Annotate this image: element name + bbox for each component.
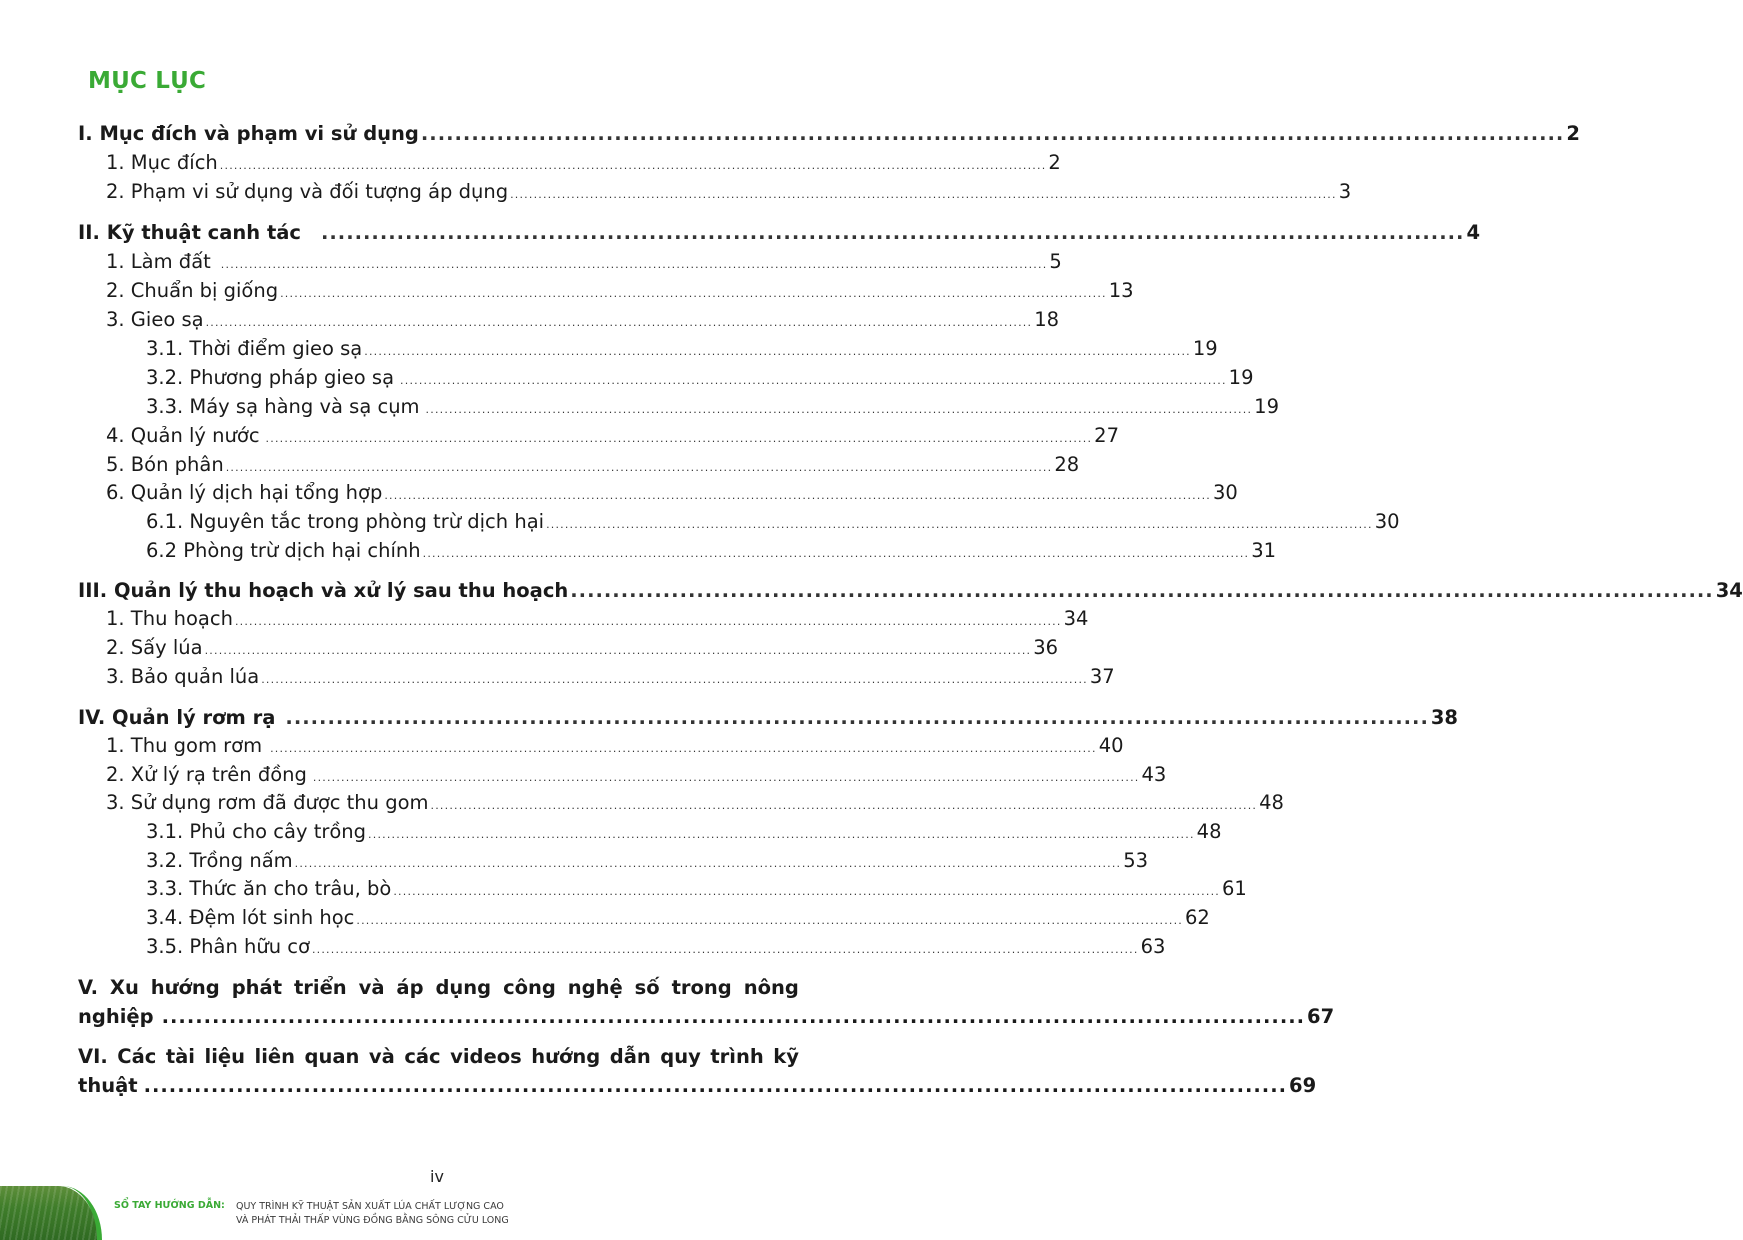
toc-entry-label: 2. Phạm vi sử dụng và đối tượng áp dụng [106, 180, 509, 203]
toc-entry-label: 3.3. Thức ăn cho trâu, bò [146, 877, 392, 900]
footer-book-title-line2: VÀ PHÁT THẢI THẤP VÙNG ĐỒNG BẰNG SÔNG CỬU LONG [236, 1215, 509, 1226]
footer-book-title [236, 1200, 509, 1228]
page-title: MỤC LỤC [88, 68, 207, 94]
toc-entry[interactable] [146, 935, 1166, 958]
leader-dots: ........................................................................................................................................ [285, 706, 1429, 729]
toc-entry-label: 2. Xử lý rạ trên đồng [106, 763, 307, 786]
leader-dots: ................................................................................................................................................................................ [294, 857, 1122, 870]
leader-dots: ................................................................................................................................................................................ [356, 914, 1184, 927]
leader-dots: ................................................................................................................................................................................ [265, 432, 1093, 445]
toc-entry-page: 36 [1033, 636, 1059, 659]
toc-entry[interactable] [106, 250, 1062, 273]
toc-entry-label: 3.1. Phủ cho cây trồng [146, 820, 367, 843]
toc-entry[interactable] [78, 122, 1580, 145]
toc-entry-label: 3.2. Trồng nấm [146, 849, 293, 872]
leader-dots: ................................................................................................................................................................................ [312, 771, 1140, 784]
toc-entry[interactable] [146, 877, 1247, 900]
toc-entry[interactable] [106, 308, 1060, 331]
toc-entry-label: 3.3. Máy sạ hàng và sạ cụm [146, 395, 420, 418]
toc-entry[interactable] [78, 221, 1481, 244]
toc-entry-page: 37 [1089, 665, 1115, 688]
toc-entry[interactable] [106, 279, 1134, 302]
toc-entry[interactable] [146, 849, 1149, 872]
toc-entry-label: 3.2. Phương pháp gieo sạ [146, 366, 395, 389]
toc-entry[interactable] [146, 366, 1254, 389]
toc-entry-page: 2 [1048, 151, 1061, 174]
toc-entry-page: 61 [1221, 877, 1247, 900]
toc-entry[interactable] [106, 151, 1061, 174]
leader-dots: ................................................................................................................................................................................ [510, 188, 1337, 201]
leader-dots: ........................................................................................................................................ [161, 1005, 1306, 1028]
leader-dots: ................................................................................................................................................................................ [225, 461, 1053, 474]
leader-dots: ................................................................................................................................................................................ [261, 673, 1088, 686]
toc-entry[interactable] [146, 820, 1222, 843]
toc-entry-label: 3. Gieo sạ [106, 308, 204, 331]
toc-entry-label: 6.1. Nguyên tắc trong phòng trừ dịch hại [146, 510, 545, 533]
toc-entry-page: 27 [1094, 424, 1119, 447]
toc-entry-label: II. Kỹ thuật canh tác [78, 221, 301, 244]
leader-dots: ................................................................................................................................................................................ [311, 943, 1139, 956]
toc-entry-label: 6.2 Phòng trừ dịch hại chính [146, 539, 421, 562]
leader-dots: ........................................................................................................................................ [420, 122, 1565, 145]
leader-dots: ........................................................................................................................................ [320, 221, 1465, 244]
toc-entry[interactable] [106, 763, 1167, 786]
toc-entry-page: 31 [1251, 539, 1277, 562]
toc-entry-page: 28 [1054, 453, 1080, 476]
toc-entry[interactable] [78, 706, 1458, 729]
leader-dots: ................................................................................................................................................................................ [219, 159, 1047, 172]
toc-entry-page: 40 [1098, 734, 1124, 757]
toc-entry-page: 48 [1259, 791, 1284, 814]
leader-dots: ................................................................................................................................................................................ [425, 403, 1253, 416]
toc-entry-page: 53 [1123, 849, 1149, 872]
leader-dots: ................................................................................................................................................................................ [430, 799, 1258, 812]
toc-entry[interactable] [106, 665, 1115, 688]
toc-entry-label: 6. Quản lý dịch hại tổng hợp [106, 481, 383, 504]
toc-entry[interactable] [78, 579, 1743, 602]
toc-entry[interactable] [146, 510, 1400, 533]
toc-entry-page: 19 [1254, 395, 1279, 418]
toc-entry-page: 48 [1196, 820, 1222, 843]
toc-entry-label: V. Xu hướng phát triển và áp dụng công nghệ số trong nông [78, 976, 799, 999]
toc-entry-label-continued: nghiệp [78, 1005, 154, 1028]
leader-dots: ................................................................................................................................................................................ [546, 518, 1373, 531]
toc-entry-page: 30 [1212, 481, 1238, 504]
page-number: iv [430, 1167, 444, 1186]
toc-entry[interactable] [106, 607, 1089, 630]
toc-entry-page: 38 [1430, 706, 1458, 729]
leader-dots: ........................................................................................................................................ [570, 579, 1714, 602]
toc-entry-page: 34 [1715, 579, 1743, 602]
toc-entry-page: 69 [1289, 1074, 1317, 1097]
leader-dots: ................................................................................................................................................................................ [220, 258, 1048, 271]
toc-entry-page: 34 [1063, 607, 1089, 630]
leader-dots: ........................................................................................................................................ [143, 1074, 1288, 1097]
toc-entry-page: 19 [1228, 366, 1254, 389]
toc-entry-wrapped[interactable] [78, 1042, 1317, 1100]
toc-entry-page: 4 [1466, 221, 1481, 244]
toc-entry-page: 3 [1338, 180, 1352, 203]
toc-entry-page: 5 [1049, 250, 1062, 273]
leader-dots: ................................................................................................................................................................................ [234, 615, 1062, 628]
toc-entry-page: 62 [1185, 906, 1210, 929]
leader-dots: ................................................................................................................................................................................ [393, 885, 1220, 898]
toc-entry-label: 5. Bón phân [106, 453, 224, 476]
toc-entry-label: 1. Thu gom rơm [106, 734, 263, 757]
toc-entry-label: VI. Các tài liệu liên quan và các videos hướng dẫn quy trình kỹ [78, 1045, 799, 1068]
footer-series-label: SỔ TAY HƯỚNG DẪN: [114, 1200, 225, 1211]
toc-entry-page: 63 [1140, 935, 1166, 958]
footer-book-title-line1: QUY TRÌNH KỸ THUẬT SẢN XUẤT LÚA CHẤT LƯỢNG CAO [236, 1201, 504, 1212]
leader-dots: ................................................................................................................................................................................ [280, 287, 1107, 300]
toc-entry-label: 3.1. Thời điểm gieo sạ [146, 337, 363, 360]
toc-entry-label: 4. Quản lý nước [106, 424, 260, 447]
toc-entry-page: 30 [1374, 510, 1400, 533]
leader-dots: ................................................................................................................................................................................ [422, 547, 1250, 560]
leader-dots: ................................................................................................................................................................................ [400, 374, 1227, 387]
toc-entry[interactable] [106, 734, 1124, 757]
toc-entry-label: 1. Mục đích [106, 151, 218, 174]
toc-entry[interactable] [146, 337, 1218, 360]
toc-entry-page: 19 [1192, 337, 1218, 360]
toc-entry-label: IV. Quản lý rơm rạ [78, 706, 276, 729]
toc-entry-label: 2. Chuẩn bị giống [106, 279, 279, 302]
toc-entry-page: 67 [1307, 1005, 1335, 1028]
leader-dots: ................................................................................................................................................................................ [205, 316, 1033, 329]
toc-entry[interactable] [106, 791, 1284, 814]
toc-entry[interactable] [106, 453, 1080, 476]
toc-entry-page: 2 [1566, 122, 1580, 145]
toc-entry-label: 3.5. Phân hữu cơ [146, 935, 310, 958]
toc-entry[interactable] [106, 180, 1352, 203]
toc-entry-label: 3.4. Đệm lót sinh học [146, 906, 355, 929]
toc-entry-page: 43 [1141, 763, 1167, 786]
toc-entry[interactable] [106, 636, 1059, 659]
toc-entry-label: I. Mục đích và phạm vi sử dụng [78, 122, 419, 145]
leader-dots: ................................................................................................................................................................................ [204, 644, 1032, 657]
toc-entry[interactable] [106, 424, 1119, 447]
toc-entry[interactable] [106, 481, 1238, 504]
leader-dots: ................................................................................................................................................................................ [270, 742, 1097, 755]
leader-dots: ................................................................................................................................................................................ [368, 828, 1195, 841]
leader-dots: ................................................................................................................................................................................ [384, 489, 1211, 502]
toc-entry[interactable] [146, 395, 1279, 418]
toc-entry-page: 13 [1108, 279, 1134, 302]
toc-entry-label: 1. Làm đất [106, 250, 211, 273]
toc-entry[interactable] [146, 906, 1210, 929]
toc-entry-label-continued: thuật [78, 1074, 138, 1097]
toc-entry[interactable] [146, 539, 1277, 562]
leader-dots: ................................................................................................................................................................................ [364, 345, 1191, 358]
toc-entry-label: III. Quản lý thu hoạch và xử lý sau thu hoạch [78, 579, 569, 602]
toc-entry-label: 3. Sử dụng rơm đã được thu gom [106, 791, 429, 814]
toc-entry-wrapped[interactable] [78, 973, 1335, 1031]
toc-entry-label: 3. Bảo quản lúa [106, 665, 260, 688]
toc-entry-label: 2. Sấy lúa [106, 636, 203, 659]
toc-entry-label: 1. Thu hoạch [106, 607, 233, 630]
toc-entry-page: 18 [1034, 308, 1060, 331]
